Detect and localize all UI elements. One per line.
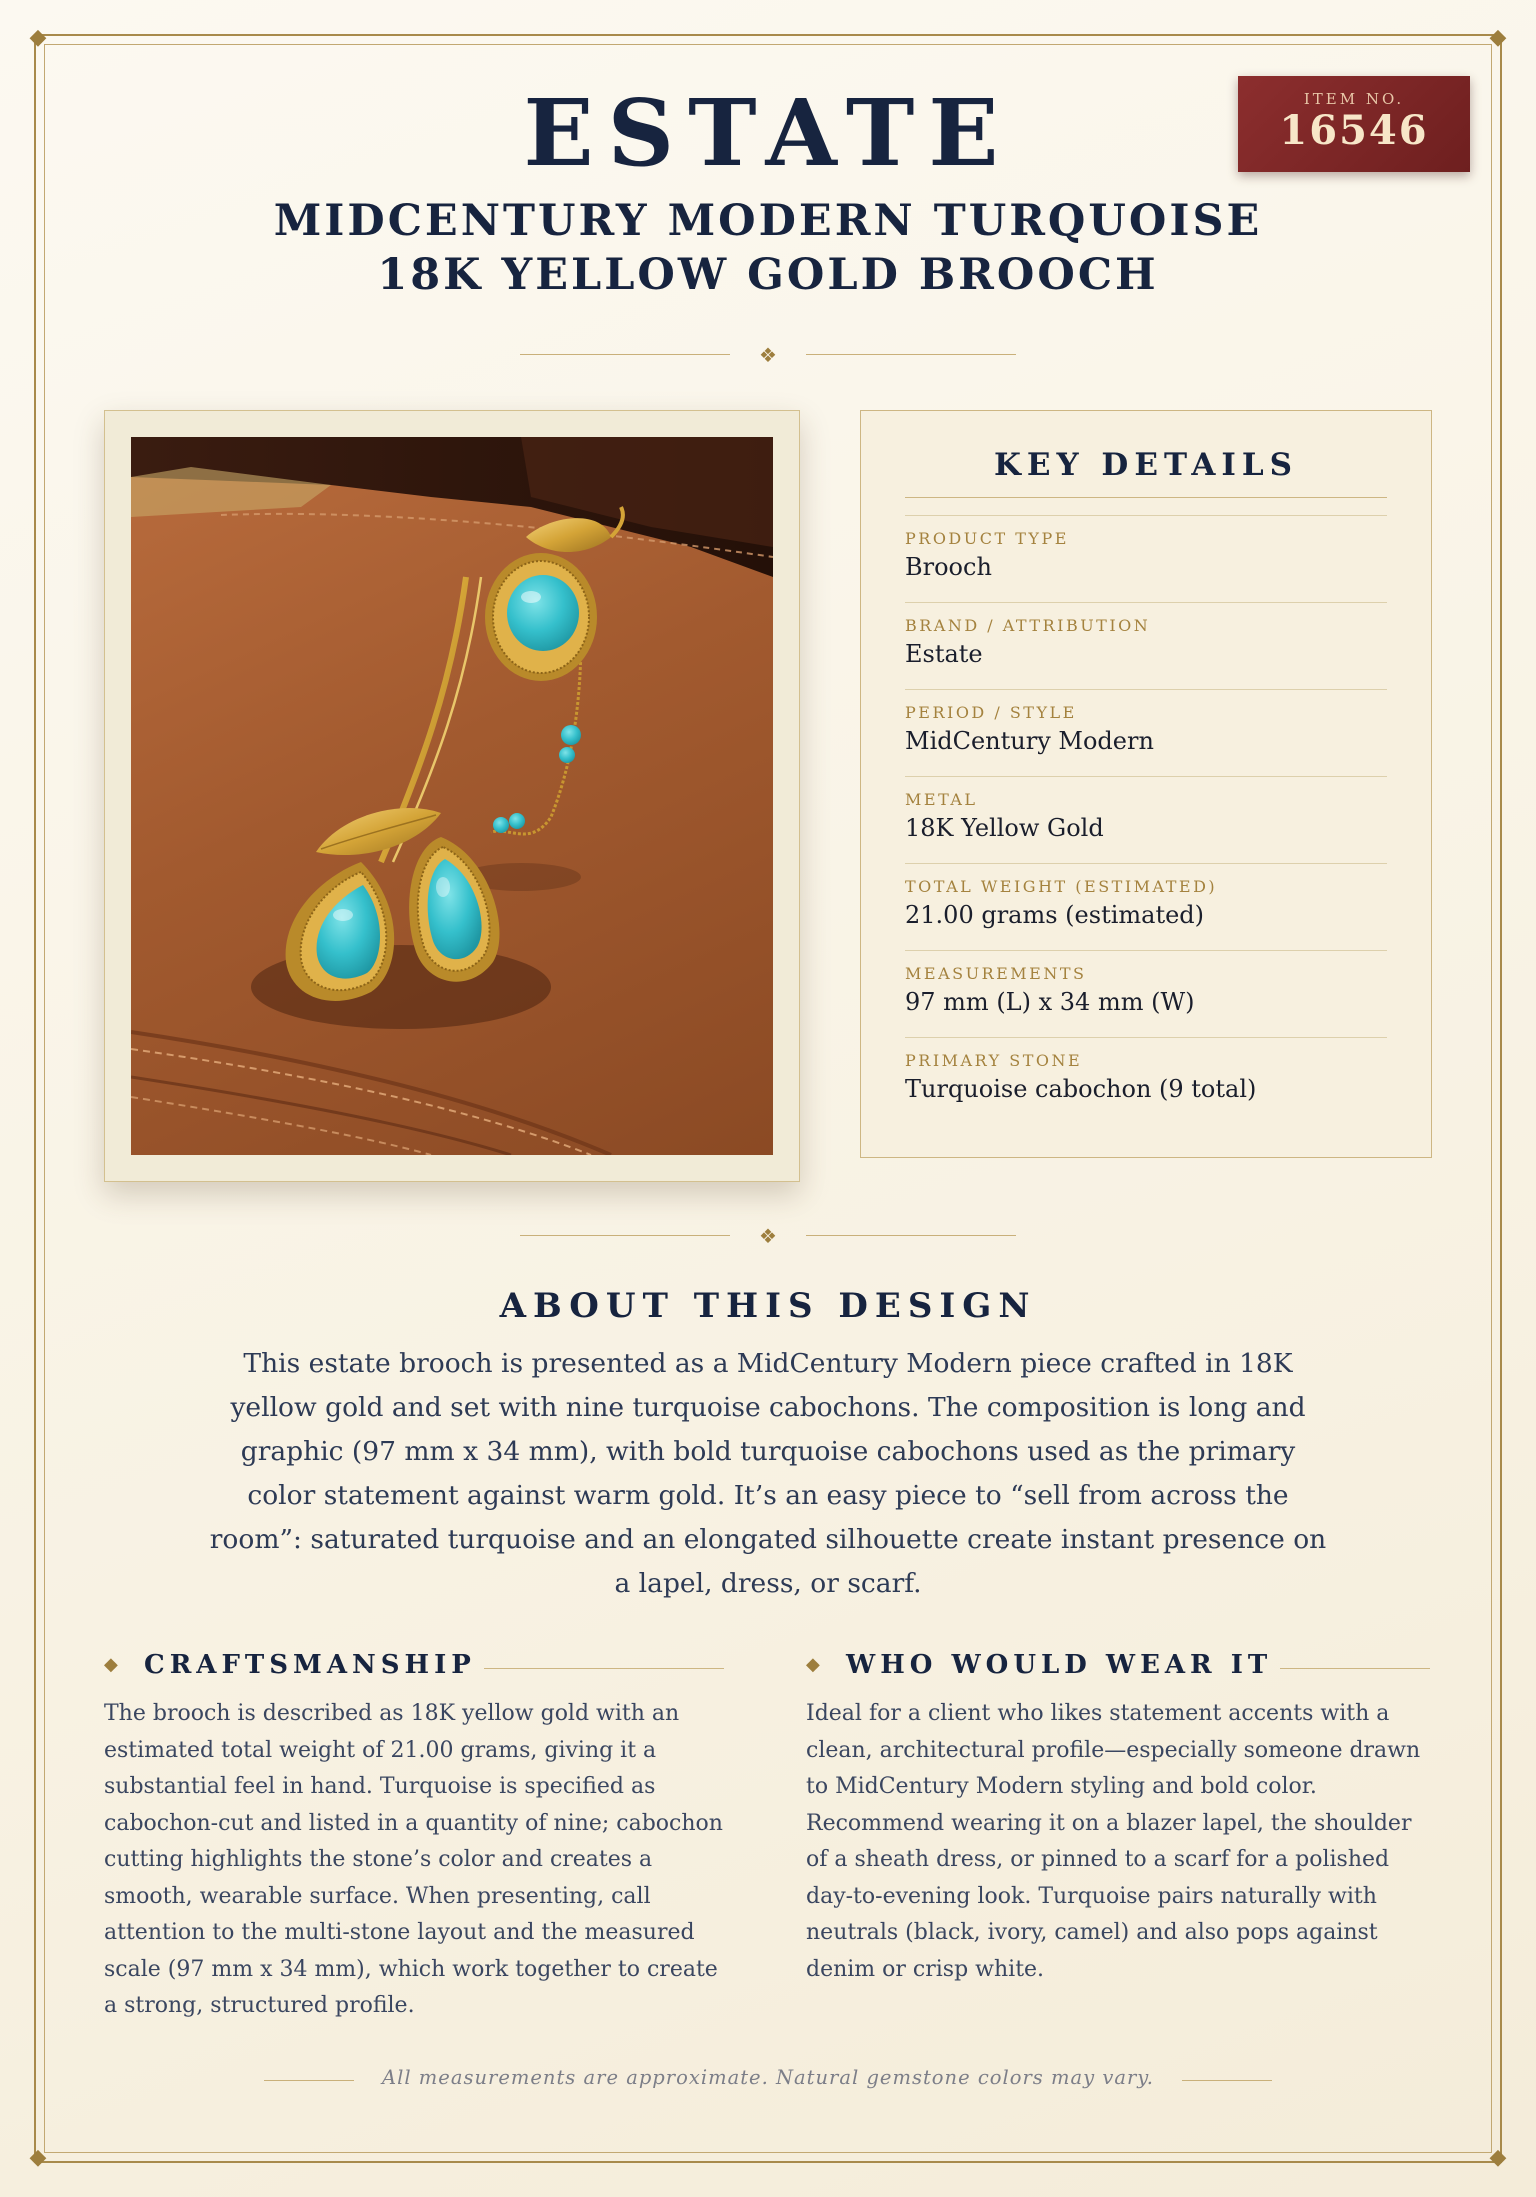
brand-heading: ESTATE	[523, 79, 1013, 187]
about-text: This estate brooch is presented as a MidCentury Modern piece crafted in 18K yellow gold and set with nine turquoise cabochons. The composition is long and graphic (97 mm x 34 mm), with bold turquoise cabochons used as the primary color statement against warm gold. It’s an easy piece to “sell from across the room”: saturated turquoise and an elongated silhouette create instant presence on a lapel, dress, or scarf.	[209, 1348, 1327, 1599]
brooch-photo-illustration	[131, 437, 773, 1155]
detail-row-metal	[905, 776, 1387, 863]
detail-label: PRODUCT TYPE	[905, 529, 1069, 548]
product-photo-frame	[104, 410, 800, 1182]
detail-value: Turquoise cabochon (9 total)	[905, 1075, 1257, 1103]
product-title-line2: 18K YELLOW GOLD BROOCH	[377, 250, 1159, 300]
detail-row-weight	[905, 863, 1387, 950]
detail-row-brand	[905, 602, 1387, 689]
detail-row-period	[905, 689, 1387, 776]
diamond-icon: ◆	[806, 1654, 820, 1675]
detail-value: Estate	[905, 640, 983, 668]
detail-value: 97 mm (L) x 34 mm (W)	[905, 988, 1195, 1016]
diamond-icon: ◆	[104, 1654, 118, 1675]
detail-value: Brooch	[905, 553, 992, 581]
craftsmanship-heading: CRAFTSMANSHIP	[144, 1650, 476, 1680]
corner-ornament-icon: ◆	[1489, 2145, 1507, 2170]
detail-label: PRIMARY STONE	[905, 1051, 1083, 1070]
key-details-panel	[860, 410, 1432, 1158]
product-title	[0, 194, 1536, 302]
detail-label: PERIOD / STYLE	[905, 703, 1077, 722]
detail-row-primary-stone	[905, 1037, 1387, 1124]
item-number-value: 16546	[1279, 107, 1429, 154]
footer-note-row	[0, 2066, 1536, 2089]
item-number-badge	[1238, 76, 1470, 172]
corner-ornament-icon: ◆	[29, 25, 47, 50]
detail-value: 18K Yellow Gold	[905, 814, 1104, 842]
about-heading: ABOUT THIS DESIGN	[499, 1286, 1037, 1326]
corner-ornament-icon: ◆	[29, 2145, 47, 2170]
detail-row-product-type	[905, 515, 1387, 602]
ornament-icon: ❖	[759, 343, 777, 367]
detail-label: TOTAL WEIGHT (ESTIMATED)	[905, 877, 1218, 896]
detail-value: 21.00 grams (estimated)	[905, 901, 1205, 929]
key-details-heading: KEY DETAILS	[905, 447, 1387, 498]
section-divider	[0, 343, 1536, 367]
detail-row-measurements	[905, 950, 1387, 1037]
footer-note: All measurements are approximate. Natural gemstone colors may vary.	[382, 2066, 1154, 2089]
corner-ornament-icon: ◆	[1489, 25, 1507, 50]
craftsmanship-heading-row	[104, 1650, 724, 1686]
detail-label: BRAND / ATTRIBUTION	[905, 616, 1151, 635]
wearer-heading-row	[806, 1650, 1430, 1686]
product-photo	[131, 437, 773, 1155]
wearer-heading: WHO WOULD WEAR IT	[846, 1650, 1273, 1680]
item-number-label: ITEM NO.	[1303, 90, 1405, 108]
detail-value: MidCentury Modern	[905, 727, 1154, 755]
craftsmanship-text: The brooch is described as 18K yellow gold with an estimated total weight of 21.00 grams, giving it a substantial feel in hand. Turquoise is specified as cabochon-cut and listed in a quantity of nine; cabochon cutting highlights the stone’s color and creates a smooth, wearable surface. When presenting, call attention to the multi-stone layout and the measured scale (97 mm x 34 mm), which work together to create a strong, structured profile.	[104, 1701, 723, 2018]
product-title-line1: MIDCENTURY MODERN TURQUOISE	[273, 196, 1263, 246]
section-divider	[0, 1224, 1536, 1248]
detail-label: METAL	[905, 790, 978, 809]
wearer-text: Ideal for a client who likes statement accents with a clean, architectural profile—especially someone drawn to MidCentury Modern styling and bold color. Recommend wearing it on a blazer lapel, the shoulder of a sheath dress, or pinned to a scarf for a polished day-to-evening look. Turquoise pairs naturally with neutrals (black, ivory, camel) and also pops against denim or crisp white.	[806, 1701, 1421, 1982]
detail-label: MEASUREMENTS	[905, 964, 1087, 983]
ornament-icon: ❖	[759, 1224, 777, 1248]
